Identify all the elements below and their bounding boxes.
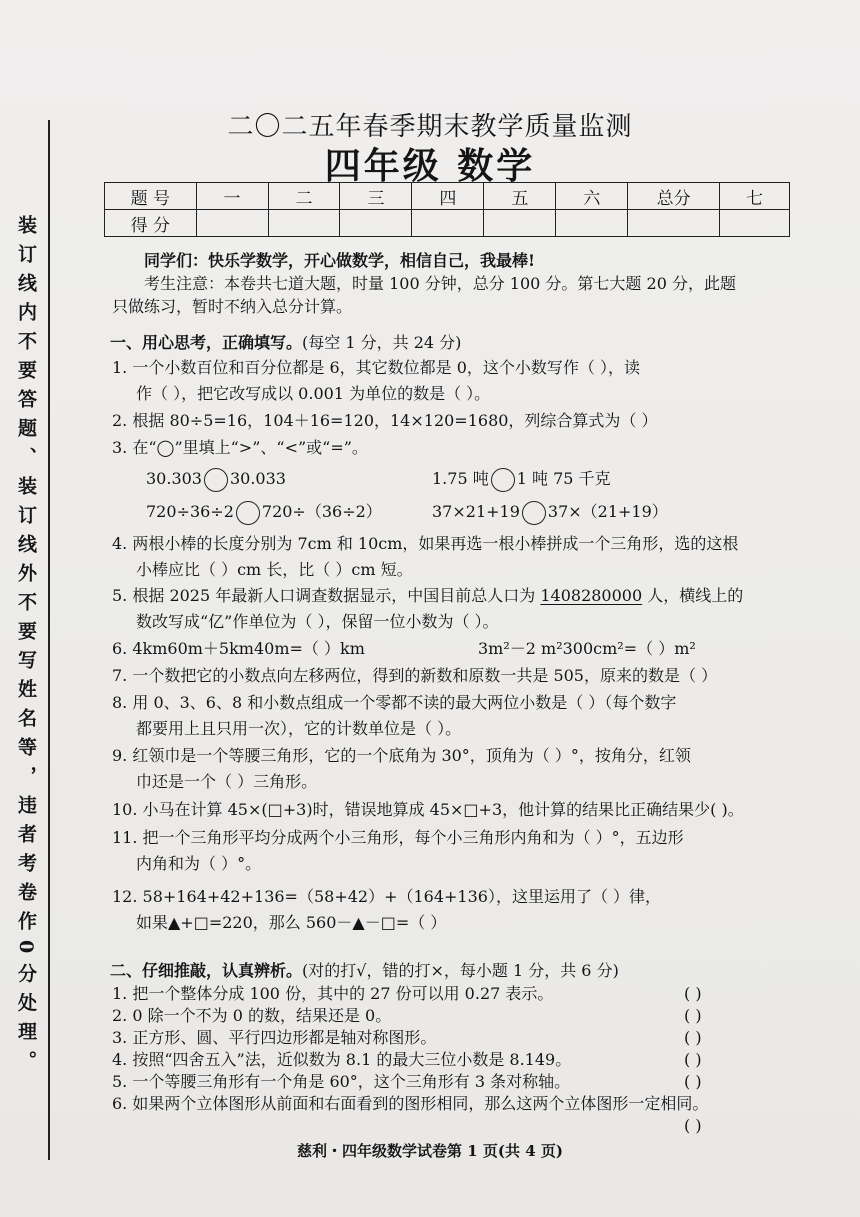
question-5-line-1 — [112, 584, 792, 608]
judge-answer-paren[interactable]: ( ) — [684, 1028, 702, 1047]
judge-answer-paren[interactable]: ( ) — [684, 1050, 702, 1069]
notice-line-2: 只做练习，暂时不纳入总分计算。 — [112, 297, 353, 316]
section-2-title — [110, 958, 619, 981]
q3c-left: 720÷36÷2 — [146, 502, 234, 521]
score-header-cell: 六 — [556, 183, 628, 210]
question-6-part-a: 6. 4km60m＋5km40m=（ ）km — [112, 639, 365, 658]
judge-item-3: 3. 正方形、圆、平行四边形都是轴对称图形。 — [112, 1028, 437, 1047]
question-3-item-b — [432, 467, 860, 492]
greeting: 同学们：快乐学数学，开心做数学，相信自己，我最棒! — [144, 251, 536, 270]
question-5-line-2: 数改写成“亿”作单位为（ ），保留一位小数为（ ）。 — [136, 612, 499, 631]
score-table — [104, 182, 790, 237]
question-7: 7. 一个数把它的小数点向左移两位，得到的新数和原数一共是 505，原来的数是（ ） — [112, 666, 718, 685]
q3a-left: 30.303 — [146, 469, 202, 488]
q3b-right: 1 吨 75 千克 — [516, 469, 611, 488]
q5-underlined-number: 1408280000 — [540, 586, 643, 605]
score-header-cell: 总分 — [628, 183, 720, 210]
q3c-right: 720÷（36÷2） — [261, 502, 382, 521]
question-11-line-1: 11. 把一个三角形平均分成两个小三角形，每个小三角形内角和为（ ）°，五边形 — [112, 828, 684, 847]
exam-title: 二〇二五年春季期末教学质量监测 — [227, 112, 633, 142]
question-9-line-2: 巾还是一个（ ）三角形。 — [136, 772, 318, 791]
question-10: 10. 小马在计算 45×(□+3)时，错误地算成 45×□+3，他计算的结果比正确结果少( )。 — [112, 800, 744, 819]
question-4-line-2: 小棒应比（ ）cm 长，比（ ）cm 短。 — [136, 560, 413, 579]
score-cell[interactable] — [340, 210, 412, 237]
question-12-line-2: 如果▲+□=220，那么 560－▲－□=（ ） — [136, 913, 447, 932]
question-3: 3. 在“◯”里填上“>”、“<”或“=”。 — [112, 438, 368, 457]
score-cell[interactable] — [196, 210, 268, 237]
score-header-cell: 题 号 — [105, 183, 197, 210]
score-header-cell: 一 — [196, 183, 268, 210]
judge-answer-paren[interactable]: ( ) — [684, 984, 702, 1003]
judge-item-5: 5. 一个等腰三角形有一个角是 60°，这个三角形有 3 条对称轴。 — [112, 1072, 571, 1091]
score-table-header-row — [105, 183, 790, 210]
compare-circle[interactable] — [204, 468, 228, 492]
section-1-title — [110, 330, 461, 353]
score-header-cell: 四 — [412, 183, 484, 210]
question-9-line-1: 9. 红领巾是一个等腰三角形，它的一个底角为 30°，顶角为（ ）°，按角分，红领 — [112, 746, 691, 765]
question-6-part-b: 3m²－2 m²300cm²=（ ）m² — [478, 639, 696, 658]
score-table-score-row — [105, 210, 790, 237]
judge-answer-paren[interactable]: ( ) — [684, 1072, 702, 1091]
compare-circle[interactable] — [236, 501, 260, 525]
question-2: 2. 根据 80÷5=16，104＋16=120，14×120=1680，列综合算式为（ ） — [112, 411, 658, 430]
judge-answer-paren[interactable]: ( ) — [684, 1116, 702, 1135]
section-2-heading: 二、仔细推敲，认真辨析。 — [110, 961, 303, 980]
q5-post: 人，横线上的 — [642, 586, 744, 605]
score-cell[interactable] — [628, 210, 720, 237]
score-header-cell: 七 — [719, 183, 789, 210]
binding-notice: 装订线内不要答题、装订线外不要写姓名等，违者考卷作0分处理。 — [15, 215, 37, 1080]
q3d-right: 37×（21+19） — [547, 502, 668, 521]
question-1-line-2: 作（ ），把它改写成以 0.001 为单位的数是（ ）。 — [136, 384, 491, 403]
judge-item-1: 1. 把一个整体分成 100 份，其中的 27 份可以用 0.27 表示。 — [112, 984, 554, 1003]
score-cell[interactable] — [412, 210, 484, 237]
judge-item-6: 6. 如果两个立体图形从前面和右面看到的图形相同，那么这两个立体图形一定相同。 — [112, 1094, 709, 1113]
judge-item-4: 4. 按照“四舍五入”法，近似数为 8.1 的最大三位小数是 8.149。 — [112, 1050, 572, 1069]
score-cell[interactable] — [484, 210, 556, 237]
exam-subject: 四年级 数学 — [324, 145, 536, 187]
score-header-cell: 五 — [484, 183, 556, 210]
judge-item-2: 2. 0 除一个不为 0 的数，结果还是 0。 — [112, 1006, 392, 1025]
q3d-left: 37×21+19 — [432, 502, 520, 521]
section-1-note: (每空 1 分，共 24 分) — [302, 333, 462, 352]
exam-intro — [112, 249, 792, 318]
score-cell[interactable] — [719, 210, 789, 237]
notice-line-1: 考生注意：本卷共七道大题，时量 100 分钟，总分 100 分。第七大题 20 分，此题 — [144, 274, 736, 293]
score-cell[interactable] — [268, 210, 340, 237]
compare-circle[interactable] — [491, 468, 515, 492]
binding-line — [48, 120, 50, 1160]
question-11-line-2: 内角和为（ ）°。 — [136, 854, 262, 873]
score-header-cell: 二 — [268, 183, 340, 210]
question-1-line-1: 1. 一个小数百位和百分位都是 6，其它数位都是 0，这个小数写作（ ），读 — [112, 358, 640, 377]
section-1-heading: 一、用心思考，正确填写。 — [110, 333, 303, 352]
score-cell[interactable] — [556, 210, 628, 237]
score-row-label: 得 分 — [105, 210, 197, 237]
compare-circle[interactable] — [522, 501, 546, 525]
question-12-line-1: 12. 58+164+42+136=（58+42）+（164+136），这里运用了（ ）律， — [112, 887, 662, 906]
q3b-left: 1.75 吨 — [432, 469, 489, 488]
section-2-note: (对的打√，错的打×，每小题 1 分，共 6 分) — [302, 961, 619, 980]
page-footer: 慈利・四年级数学试卷第 1 页(共 4 页) — [297, 1142, 563, 1160]
q5-pre: 5. 根据 2025 年最新人口调查数据显示，中国目前总人口为 — [112, 586, 541, 605]
judge-answer-paren[interactable]: ( ) — [684, 1006, 702, 1025]
q3a-right: 30.033 — [229, 469, 286, 488]
score-header-cell: 三 — [340, 183, 412, 210]
question-8-line-2: 都要用上且只用一次），它的计数单位是（ ）。 — [136, 719, 462, 738]
question-8-line-1: 8. 用 0、3、6、8 和小数点组成一个零都不读的最大两位小数是（ ）（每个数字 — [112, 693, 677, 712]
question-4-line-1: 4. 两根小棒的长度分别为 7cm 和 10cm，如果再选一根小棒拼成一个三角形，选的这根 — [112, 534, 739, 553]
question-3-item-d — [432, 500, 860, 525]
